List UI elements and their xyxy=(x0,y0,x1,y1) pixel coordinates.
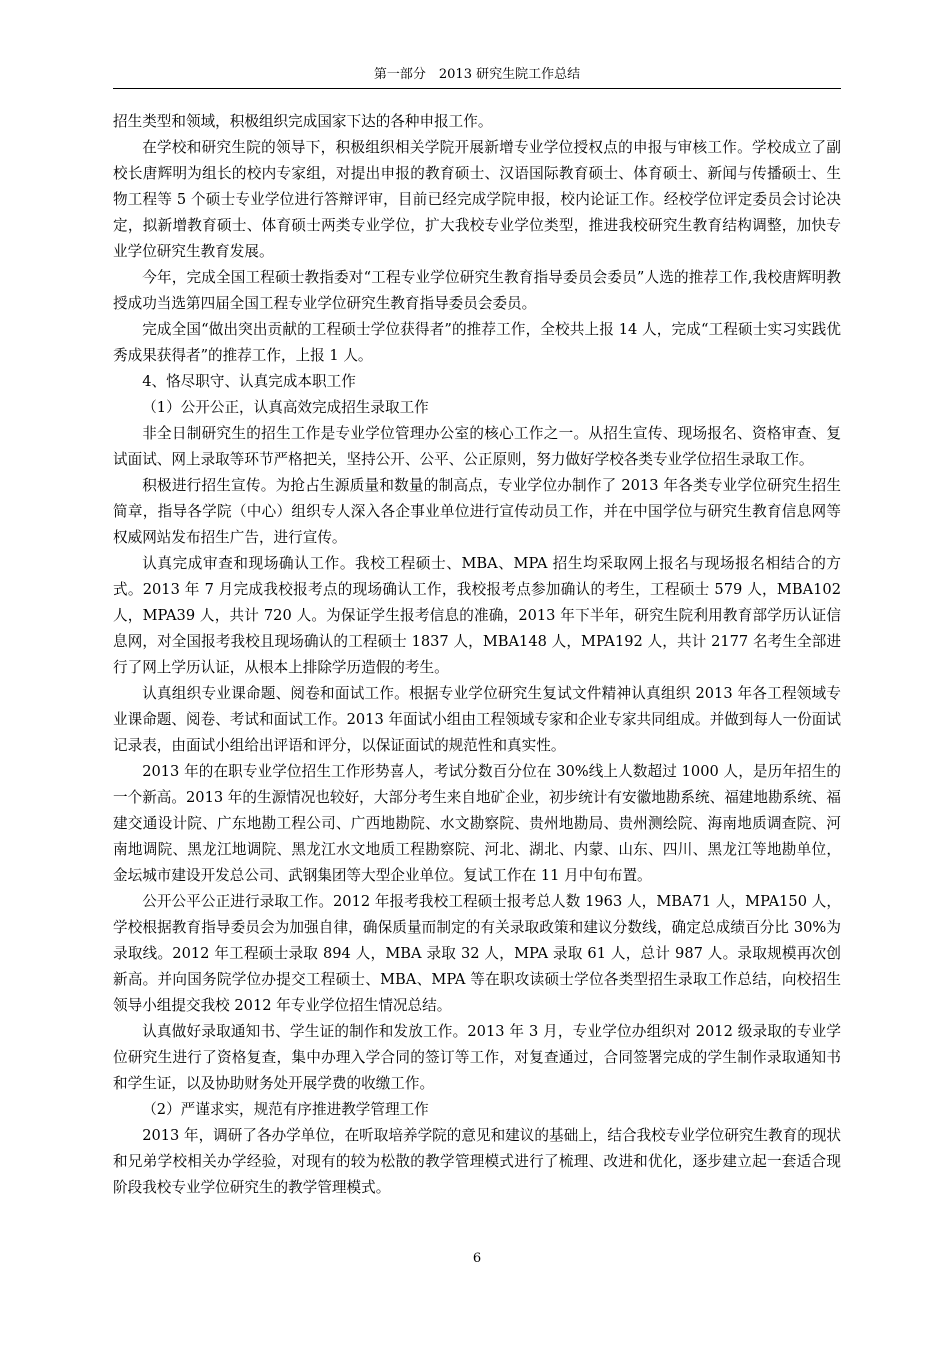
paragraph: 在学校和研究生院的领导下，积极组织相关学院开展新增专业学位授权点的申报与审核工作。学校成立了副校长唐辉明为组长的校内专家组，对提出申报的教育硕士、汉语国际教育硕士、体育硕士、新闻与传播硕士、生物工程等 5 个硕士专业学位进行答辩评审，目前已经完成学院申报，校内论证工作。经校学位评定委员会讨论决定，拟新增教育硕士、体育硕士两类专业学位，扩大我校专业学位类型，推进我校研究生教育结构调整，加快专业学位研究生教育发展。 xyxy=(113,139,841,260)
paragraph: 2013 年的在职专业学位招生工作形势喜人，考试分数百分位在 30%线上人数超过 1000 人，是历年招生的一个新高。2013 年的生源情况也较好，大部分考生来自地矿企业，初步统计有安徽地勘系统、福建地勘系统、福建交通设计院、广东地勘工程公司、广西地勘院、水文勘察院、贵州地勘局、贵州测绘院、海南地质调查院、河南地调院、黑龙江地调院、黑龙江水文地质工程勘察院、河北、湖北、内蒙、山东、四川、黑龙江等地勘单位，金坛城市建设开发总公司、武钢集团等大型企业单位。复试工作在 11 月中旬布置。 xyxy=(113,763,841,884)
paragraph: 公开公平公正进行录取工作。2012 年报考我校工程硕士报考总人数 1963 人，MBA71 人，MPA150 人，学校根据教育指导委员会为加强自律，确保质量而制定的有关录取政策和建议分数线，确定总成绩百分比 30%为录取线。2012 年工程硕士录取 894 人，MBA 录取 32 人，MPA 录取 61 人，总计 987 人。录取规模再次创新高。并向国务院学位办提交工程硕士、MBA、MPA 等在职攻读硕士学位各类型招生录取工作总结，向校招生领导小组提交我校 2012 年专业学位招生情况总结。 xyxy=(113,893,841,1014)
paragraph: 非全日制研究生的招生工作是专业学位管理办公室的核心工作之一。从招生宣传、现场报名、资格审查、复试面试、网上录取等环节严格把关，坚持公开、公平、公正原则，努力做好学校各类专业学位招生录取工作。 xyxy=(113,425,841,468)
section-heading: 4、恪尽职守、认真完成本职工作 xyxy=(142,373,356,390)
paragraph: 今年，完成全国工程硕士教指委对“工程专业学位研究生教育指导委员会委员”人选的推荐工作,我校唐辉明教授成功当选第四届全国工程专业学位研究生教育指导委员会委员。 xyxy=(113,269,841,312)
paragraph: 认真完成审查和现场确认工作。我校工程硕士、MBA、MPA 招生均采取网上报名与现场报名相结合的方式。2013 年 7 月完成我校报考点的现场确认工作，我校报考点参加确认的考生，工程硕士 579 人，MBA102 人，MPA39 人，共计 720 人。为保证学生报考信息的准确，2013 年下半年，研究生院利用教育部学历认证信息网，对全国报考我校且现场确认的工程硕士 1837 人，MBA148 人，MPA192 人，共计 2177 名考生全部进行了网上学历认证，从根本上排除学历造假的考生。 xyxy=(113,555,841,676)
header-rule xyxy=(113,88,841,89)
paragraph-continuation: 招生类型和领域，积极组织完成国家下达的各种申报工作。 xyxy=(113,113,493,130)
paragraph: 完成全国“做出突出贡献的工程硕士学位获得者”的推荐工作，全校共上报 14 人，完成“工程硕士实习实践优秀成果获得者”的推荐工作，上报 1 人。 xyxy=(113,321,841,364)
page-number: 6 xyxy=(472,1251,482,1266)
body-text xyxy=(113,109,841,1201)
paragraph: 认真组织专业课命题、阅卷和面试工作。根据专业学位研究生复试文件精神认真组织 2013 年各工程领域专业课命题、阅卷、考试和面试工作。2013 年面试小组由工程领域专家和企业专家共同组成。并做到每人一份面试记录表，由面试小组给出评语和评分，以保证面试的规范性和真实性。 xyxy=(113,685,841,754)
subsection-heading: （1）公开公正，认真高效完成招生录取工作 xyxy=(142,399,429,416)
paragraph: 认真做好录取通知书、学生证的制作和发放工作。2013 年 3 月，专业学位办组织对 2012 级录取的专业学位研究生进行了资格复查，集中办理入学合同的签订等工作，对复查通过，合同签署完成的学生制作录取通知书和学生证，以及协助财务处开展学费的收缴工作。 xyxy=(113,1023,841,1092)
running-header: 第一部分 2013 研究生院工作总结 xyxy=(373,67,581,82)
paragraph: 积极进行招生宣传。为抢占生源质量和数量的制高点，专业学位办制作了 2013 年各类专业学位研究生招生简章，指导各学院（中心）组织专人深入各企事业单位进行宣传动员工作，并在中国学位与研究生教育信息网等权威网站发布招生广告，进行宣传。 xyxy=(113,477,841,546)
paragraph: 2013 年，调研了各办学单位，在听取培养学院的意见和建议的基础上，结合我校专业学位研究生教育的现状和兄弟学校相关办学经验，对现有的较为松散的教学管理模式进行了梳理、改进和优化，逐步建立起一套适合现阶段我校专业学位研究生的教学管理模式。 xyxy=(113,1127,841,1196)
subsection-heading: （2）严谨求实，规范有序推进教学管理工作 xyxy=(142,1101,429,1118)
